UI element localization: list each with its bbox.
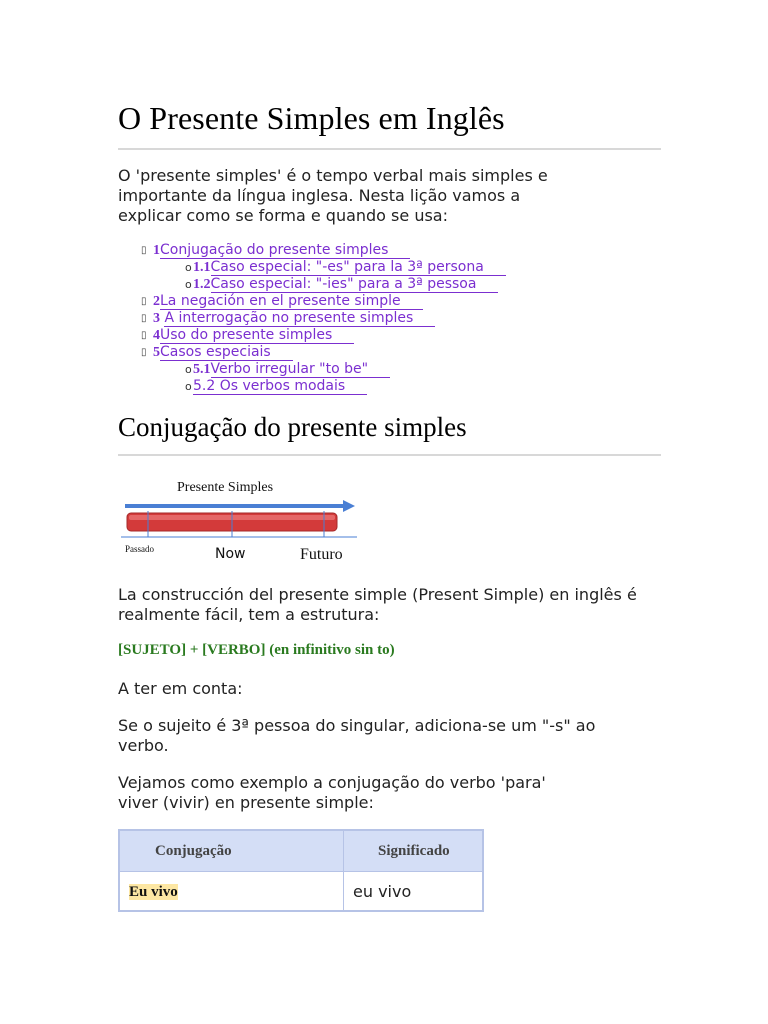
toc-item-1-2[interactable]: o1.2Caso especial: "-ies" para a 3ª pessoa [141,276,561,293]
toc-link[interactable]: Caso especial: "-ies" para a 3ª pessoa [211,276,499,293]
circle-bullet-icon: o [185,380,192,393]
third-person-rule: Se o sujeito é 3ª pessoa do singular, adiciona-se um "-s" ao verbo. [118,716,596,755]
timeline-now-label: Now [215,546,246,562]
table-of-contents [141,242,561,395]
timeline-past-label: Passado [125,544,154,554]
table-header-row [119,830,483,872]
circle-bullet-icon: o [185,261,192,274]
toc-link[interactable]: Caso especial: "-es" para la 3ª persona [211,259,506,276]
circle-bullet-icon: o [185,363,192,376]
toc-item-5-2[interactable] [141,378,561,395]
toc-link[interactable]: 5.2 Os verbos modais [193,378,367,395]
square-bullet-icon: ▯ [141,296,147,307]
structure-paragraph: La construcción del presente simple (Present Simple) en inglês é realmente fácil, tem a estrutura: [118,585,637,624]
section-heading: Conjugação do presente simples [118,412,467,442]
toc-link[interactable]: Uso do presente simples [160,327,354,344]
toc-link[interactable]: A interrogação no presente simples [164,310,435,327]
toc-link[interactable]: La negación en el presente simple [160,293,423,310]
intro-paragraph: O 'presente simples' é o tempo verbal mais simples e importante da língua inglesa. Nesta lição vamos a explicar como se forma e quando se usa: [118,166,548,225]
toc-item-2[interactable]: ▯ 2La negación en el presente simple [141,293,561,310]
example-intro: Vejamos como exemplo a conjugação do verbo 'para' viver (vivir) en presente simple: [118,773,546,812]
toc-item-1[interactable]: ▯ 1Conjugação do presente simples [141,242,561,259]
page-title: O Presente Simples em Inglês [118,100,505,136]
square-bullet-icon: ▯ [141,313,147,324]
column-header: Significado [344,830,484,872]
table-row [119,872,483,912]
timeline-diagram [121,475,366,570]
square-bullet-icon: ▯ [141,330,147,341]
title-divider [118,148,661,150]
toc-item-3[interactable]: ▯ 3 A interrogação no presente simples [141,310,561,327]
table-cell [119,872,344,912]
verb-word: vivo [151,884,178,900]
formula: [SUJETO] + [VERBO] (en infinitivo sin to) [118,642,395,658]
timeline-future-label: Futuro [300,546,343,563]
circle-bullet-icon: o [185,278,192,291]
toc-link[interactable]: Casos especiais [160,344,293,361]
square-bullet-icon: ▯ [141,245,147,256]
toc-link[interactable]: Conjugação do presente simples [160,242,410,259]
arrow-head-icon [343,500,355,512]
note-heading: A ter em conta: [118,679,243,698]
toc-item-5-1[interactable]: o5.1Verbo irregular "to be" [141,361,561,378]
toc-item-1-1[interactable]: o1.1Caso especial: "-es" para la 3ª persona [141,259,561,276]
toc-link[interactable]: Verbo irregular "to be" [211,361,391,378]
square-bullet-icon: ▯ [141,347,147,358]
timeline-caption: Presente Simples [177,480,274,495]
conjugation-table [118,829,484,912]
toc-item-4[interactable]: ▯ 4Uso do presente simples [141,327,561,344]
toc-item-5[interactable]: ▯ 5Casos especiais [141,344,561,361]
section-divider [118,454,661,456]
subject-word: Eu [129,884,148,900]
column-header: Conjugação [119,830,344,872]
table-cell: eu vivo [344,872,484,912]
